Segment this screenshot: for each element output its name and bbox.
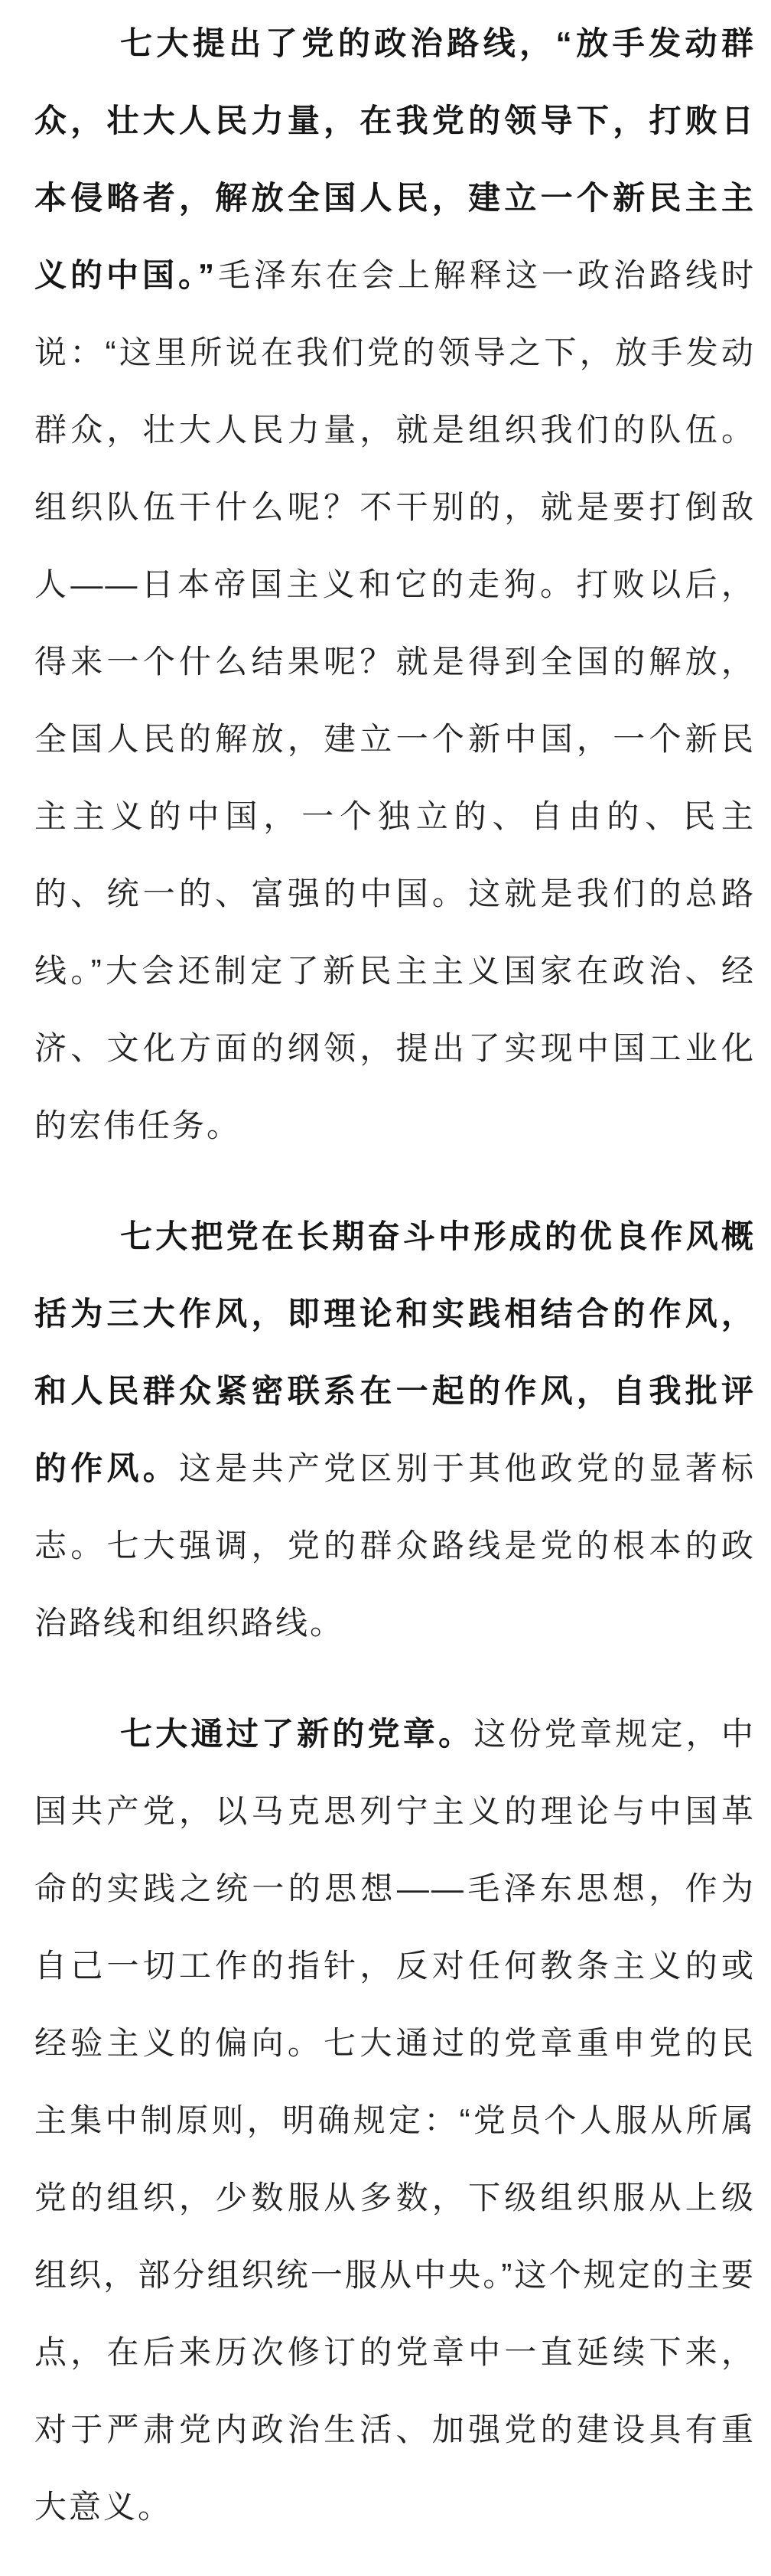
paragraph-lead-bold: 七大通过了新的党章。 [120, 1716, 474, 1752]
paragraph-body-text: 这是共产党区别于其他政党的显著标志。七大强调，党的群众路线是党的根本的政治路线和组织路线。 [34, 1450, 756, 1641]
paragraph-three-work-styles [34, 1198, 756, 1661]
paragraph-body-text: 这份党章规定，中国共产党，以马克思列宁主义的理论与中国革命的实践之统一的思想——毛泽东思想，作为自己一切工作的指针，反对任何教条主义的或经验主义的偏向。七大通过的党章重申党的民主集中制原则，明确规定：“党员个人服从所属党的组织，少数服从多数，下级组织服从上级组织，部分组织统一服从中央。”这个规定的主要点，在后来历次修订的党章中一直延续下来，对于严肃党内政治生活、加强党的建设具有重大意义。 [34, 1716, 756, 2525]
paragraph-body-text: 毛泽东在会上解释这一政治路线时说：“这里所说在我们党的领导之下，放手发动群众，壮大人民力量，就是组织我们的队伍。组织队伍干什么呢？不干别的，就是要打倒敌人——日本帝国主义和它的走狗。打败以后，得来一个什么结果呢？就是得到全国的解放，全国人民的解放，建立一个新中国，一个新民主主义的中国，一个独立的、自由的、民主的、统一的、富强的中国。这就是我们的总路线。”大会还制定了新民主主义国家在政治、经济、文化方面的纲领，提出了实现中国工业化的宏伟任务。 [34, 257, 756, 1143]
paragraph-lead-bold: 七大把党在长期奋斗中形成的优良作风概括为三大作风，即理论和实践相结合的作风，和人民群众紧密联系在一起的作风，自我批评的作风。 [34, 1218, 756, 1486]
paragraph-new-party-constitution [34, 1695, 756, 2545]
paragraph-lead-bold: 七大提出了党的政治路线，“放手发动群众，壮大人民力量，在我党的领导下，打败日本侵略者，解放全国人民，建立一个新民主主义的中国。” [34, 25, 756, 293]
paragraph-political-line [34, 5, 756, 1164]
